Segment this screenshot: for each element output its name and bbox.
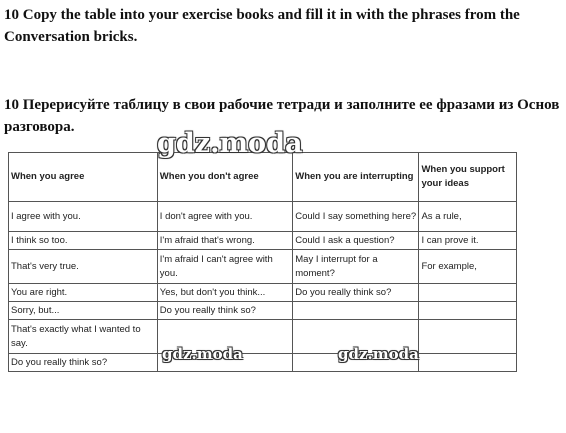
table-cell: Yes, but don't you think... — [157, 284, 292, 302]
table-row — [9, 202, 517, 232]
table-cell: May I interrupt for a moment? — [293, 250, 419, 284]
header-interrupting: When you are interrupting — [293, 153, 419, 202]
table-cell: Do you really think so? — [9, 354, 158, 372]
table-cell: I'm afraid I can't agree with you. — [157, 250, 292, 284]
watermark-logo-bottom-left: gdz.moda — [162, 345, 243, 363]
table-row — [9, 250, 517, 284]
table-cell — [293, 302, 419, 320]
table-cell: I think so too. — [9, 232, 158, 250]
table-cell: Could I say something here? — [293, 202, 419, 232]
header-agree: When you agree — [9, 153, 158, 202]
table-row — [9, 232, 517, 250]
table-cell: As a rule, — [419, 202, 517, 232]
table-header-row — [9, 153, 517, 202]
header-disagree: When you don't agree — [157, 153, 292, 202]
phrases-table — [8, 152, 517, 372]
table-cell: That's exactly what I wanted to say. — [9, 320, 158, 354]
table-cell — [419, 284, 517, 302]
table-row — [9, 284, 517, 302]
table-cell: I'm afraid that's wrong. — [157, 232, 292, 250]
table-cell: I can prove it. — [419, 232, 517, 250]
table-cell — [419, 354, 517, 372]
table-row — [9, 354, 517, 372]
table-cell: I don't agree with you. — [157, 202, 292, 232]
table-cell: Sorry, but... — [9, 302, 158, 320]
table-cell: Do you really think so? — [157, 302, 292, 320]
table-cell: For example, — [419, 250, 517, 284]
exercise-heading-russian: 10 Перерисуйте таблицу в свои рабочие тетради и заполните ее фразами из Основ разговора. — [4, 97, 560, 135]
table-cell: Do you really think so? — [293, 284, 419, 302]
table-cell: Could I ask a question? — [293, 232, 419, 250]
table-row — [9, 302, 517, 320]
exercise-heading-english: 10 Copy the table into your exercise books and fill it in with the phrases from the Conversation bricks. — [4, 7, 520, 45]
table-cell — [419, 302, 517, 320]
table-row — [9, 320, 517, 354]
watermark-logo-bottom-right: gdz.moda — [338, 345, 419, 363]
table-cell: You are right. — [9, 284, 158, 302]
table-cell: I agree with you. — [9, 202, 158, 232]
header-support-ideas: When you support your ideas — [419, 153, 517, 202]
table-cell — [419, 320, 517, 354]
table-cell: That's very true. — [9, 250, 158, 284]
watermark-logo-top: gdz.moda — [157, 128, 303, 159]
